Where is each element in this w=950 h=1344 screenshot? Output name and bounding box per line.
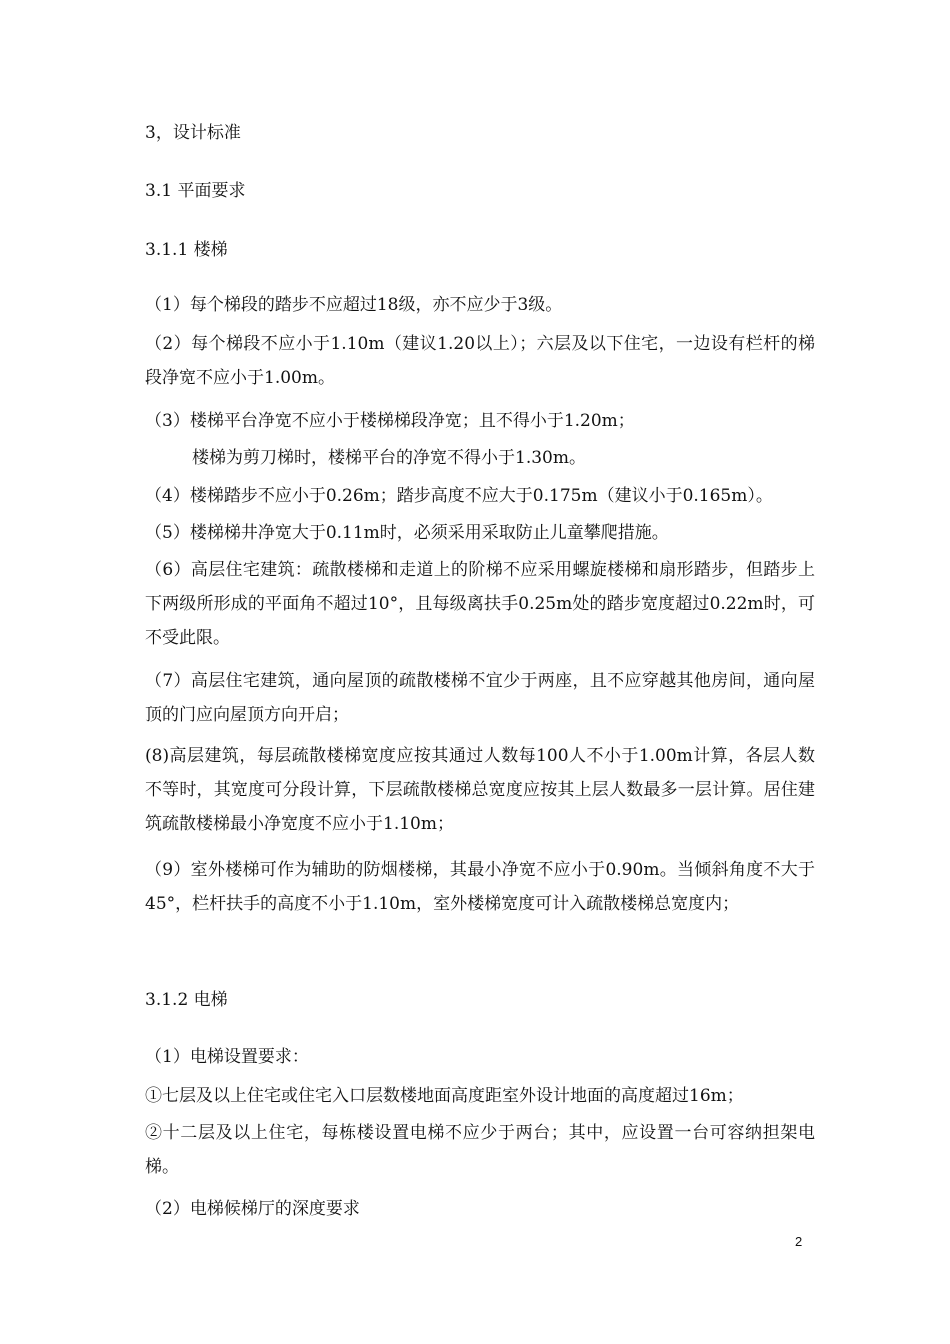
stairs-item-6: （6）高层住宅建筑：疏散楼梯和走道上的阶梯不应采用螺旋楼梯和扇形踏步，但踏步上下两级所形成的平面角不超过10°，且每级离扶手0.25m处的踏步宽度超过0.22m时，可不受此限。: [145, 560, 815, 648]
stairs-item-4: （4）楼梯踏步不应小于0.26m；踏步高度不应大于0.175m（建议小于0.165m）。: [145, 486, 773, 506]
section-title: 3，设计标准: [145, 123, 241, 143]
stairs-item-3-continued: 楼梯为剪刀梯时，楼梯平台的净宽不得小于1.30m。: [192, 448, 586, 468]
elevators-item-4: （2）电梯候梯厅的深度要求: [145, 1199, 360, 1219]
stairs-item-7: （7）高层住宅建筑，通向屋顶的疏散楼梯不宜少于两座，且不应穿越其他房间，通向屋顶的门应向屋顶方向开启；: [145, 671, 815, 725]
elevators-item-1: （1）电梯设置要求：: [145, 1047, 309, 1067]
stairs-item-8: (8)高层建筑，每层疏散楼梯宽度应按其通过人数每100人不小于1.00m计算，各层人数不等时，其宽度可分段计算，下层疏散楼梯总宽度应按其上层人数最多一层计算。居住建筑疏散楼梯最小净宽度不应小于1.10m；: [145, 746, 815, 834]
stairs-item-3: （3）楼梯平台净宽不应小于楼梯梯段净宽；且不得小于1.20m；: [145, 411, 635, 431]
subsection-title: 3.1 平面要求: [145, 181, 246, 201]
stairs-item-9: （9）室外楼梯可作为辅助的防烟楼梯，其最小净宽不应小于0.90m。当倾斜角度不大于45°，栏杆扶手的高度不小于1.10m，室外楼梯宽度可计入疏散楼梯总宽度内；: [145, 860, 815, 914]
elevators-heading: 3.1.2 电梯: [145, 990, 228, 1010]
elevators-item-2: ①七层及以上住宅或住宅入口层数楼地面高度距室外设计地面的高度超过16m；: [145, 1086, 744, 1106]
elevators-item-3: ②十二层及以上住宅，每栋楼设置电梯不应少于两台；其中，应设置一台可容纳担架电梯。: [145, 1123, 815, 1177]
stairs-item-5: （5）楼梯梯井净宽大于0.11m时，必须采用采取防止儿童攀爬措施。: [145, 523, 669, 543]
stairs-heading: 3.1.1 楼梯: [145, 240, 228, 260]
stairs-item-1: （1）每个梯段的踏步不应超过18级，亦不应少于3级。: [145, 295, 563, 315]
page-number: 2: [795, 1234, 803, 1249]
stairs-item-2: （2）每个梯段不应小于1.10m（建议1.20以上）；六层及以下住宅，一边设有栏杆的梯段净宽不应小于1.00m。: [145, 334, 815, 388]
